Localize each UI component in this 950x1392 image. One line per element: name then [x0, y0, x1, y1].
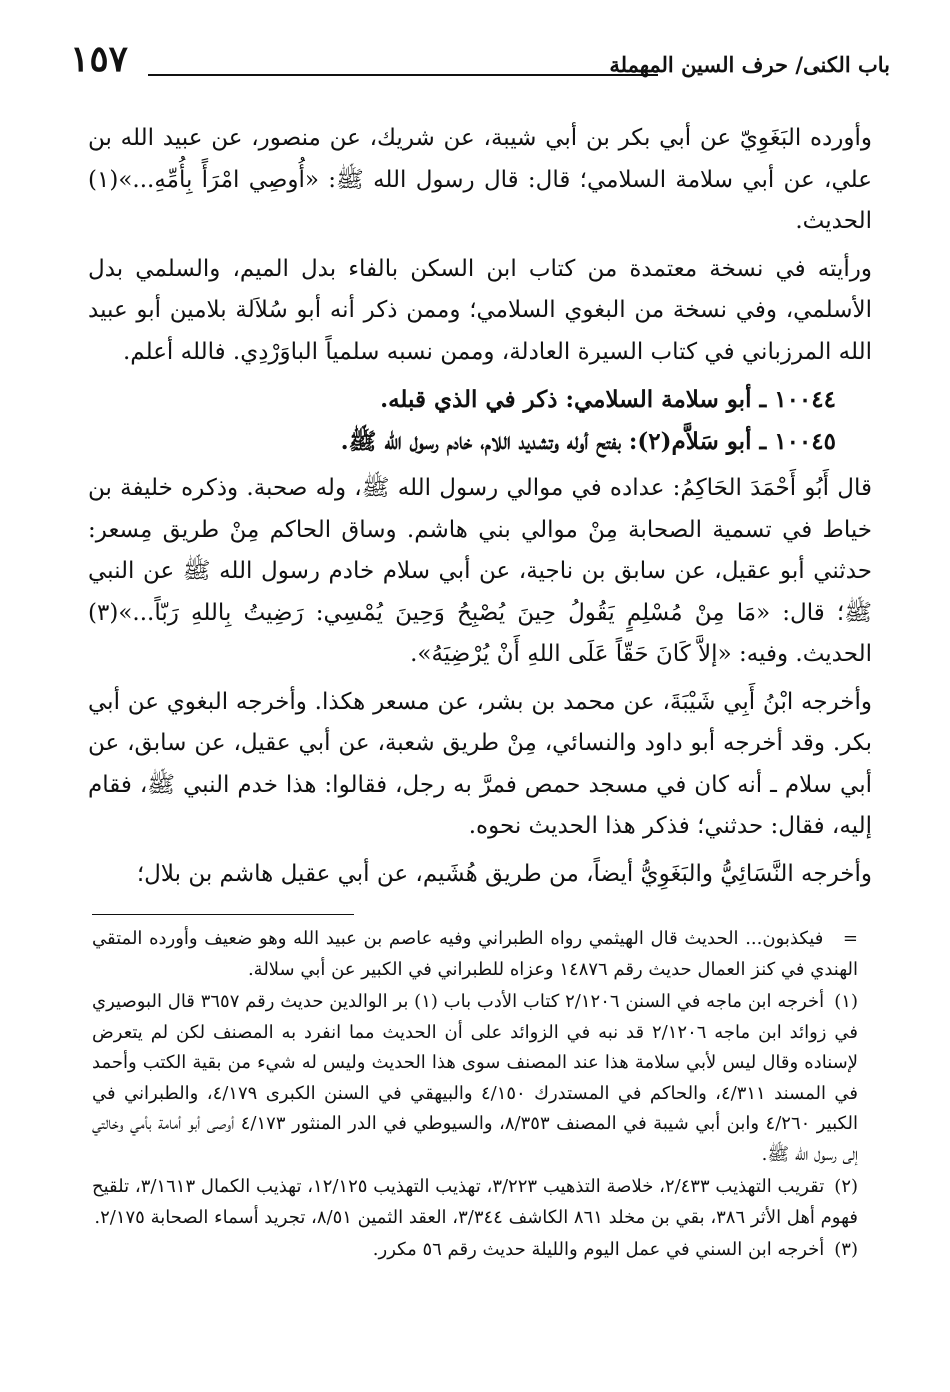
- footnote: [92, 987, 858, 1170]
- footnote-text: أخرجه ابن السني في عمل اليوم والليلة حديث رقم ٥٦ مكرر.: [372, 1239, 825, 1260]
- page-header: [70, 34, 890, 94]
- paragraph: وأورده البَغَوِيّ عن أبي بكر بن أبي شيبة، عن شريك، عن منصور، عن عبيد الله بن علي، عن أبي سلامة السلامي؛ قال: قال رسول الله ﷺ: «أُوصِي امْرَأً بِأُمِّهِ...»(١) الحديث.: [88, 125, 872, 234]
- footnote-mark: (١): [834, 991, 858, 1012]
- paragraph: قال أَبُو أَحْمَدَ الحَاكِمُ: عداده في موالي رسول الله ﷺ، وله صحبة. وذكره خليفة بن خياط في تسمية الصحابة مِنْ موالي بني هاشم. وساق الحاكم مِنْ طريق مِسعر: حدثني أبو عقيل، عن سابق بن ناجية، عن أبي سلام خادم رسول الله ﷺ عن النبي ﷺ؛ قال: «مَا مِنْ مُسْلِمٍ يَقُولُ حِينَ يُصْبِحُ وَحِينَ يُمْسِي: رَضِيتُ بِاللهِ رَبّاً...»(٣) الحديث. وفيه: «إلاَّ كَانَ حَقّاً عَلَى اللهِ أَنْ يُرْضِيَهُ».: [88, 475, 872, 667]
- main-text: [88, 118, 872, 901]
- paragraph: ورأيته في نسخة معتمدة من كتاب ابن السكن بالفاء بدل الميم، والسلمي بدل الأسلمي، وفي نسخة من البغوي السلامي؛ وممن ذكر أنه أبو سُلاَلة بلامين أبو عبيد الله المرزباني في كتاب السيرة العادلة، وممن نسبه سلمياً الباوَرْدِي. فالله أعلم.: [88, 255, 872, 365]
- running-title: باب الكنى/ حرف السين المهملة: [609, 52, 890, 77]
- header-rule: [148, 74, 658, 76]
- footnote-text: أخرجه ابن ماجه في السنن ٢/١٢٠٦ كتاب الأدب باب (١) بر الوالدين حديث رقم ٣٦٥٧ قال البوصيري في زوائد ابن ماجه ٢/١٢٠٦ قد نبه في الزوائد على أن الحديث مما انفرد به المصنف لكن لم يتعرض لإسناده وقال ليس لأبي سلامة هذا عند المصنف سوى هذا الحديث وليس له شيء من بقية الكتب وأحمد في المسند ٤/٣١١، والحاكم في المستدرك ٤/١٥٠ والبيهقي في السنن الكبرى ٤/١٧٩، والطبراني في الكبير ٤/٢٦٠ وابن أبي شيبة في المصنف ٨/٣٥٣، والسيوطي في الدر المنثور ٤/١٧٣ أوصى أبو أمامة بأمي وخالتي إلى رسول الله ﷺ.: [92, 991, 858, 1165]
- footnote: [92, 1235, 858, 1266]
- footnote-separator: [92, 914, 354, 915]
- entry-heading: ١٠٠٤٤ ـ أبو سلامة السلامي: ذكر في الذي قبله.: [380, 386, 836, 413]
- footnote-text: فيكذبون... الحديث قال الهيثمي رواه الطبراني وفيه عاصم بن عبيد الله وهو ضعيف وأورده المتقي الهندي في كنز العمال حديث رقم ١٤٨٧٦ وعزاه للطبراني في الكبير عن أبي سلالة.: [92, 928, 858, 980]
- page-number: ١٥٧: [70, 38, 129, 80]
- footnote: [92, 1172, 858, 1233]
- footnote-text: تقريب التهذيب ٢/٤٣٣، خلاصة التذهيب ٣/٢٢٣، تهذيب التهذيب ١٢/١٢٥، تهذيب الكمال ٣/١٦١٣، تلقيح فهوم أهل الأثر ٣٨٦، بقي بن مخلد ٨٦١ الكاشف ٣/٣٤٤، العقد الثمين ٨/٥١، تجريد أسماء الصحابة ٢/١٧٥.: [92, 1176, 858, 1228]
- footnote-mark: (٢): [834, 1176, 859, 1197]
- footnote: [92, 924, 858, 985]
- footnote-mark: =: [842, 928, 858, 949]
- footnotes: [92, 924, 858, 1268]
- entry-heading: ١٠٠٤٥ ـ أبو سَلاَّم(٢): بفتح أوله وتشديد اللام، خادم رسول الله ﷺ.: [340, 427, 836, 455]
- paragraph: وأخرجه النَّسَائِيُّ والبَغَوِيُّ أيضاً، من طريق هُشَيم، عن أبي عقيل هاشم بن بلال؛: [136, 860, 872, 887]
- paragraph: وأخرجه ابْنُ أَبِي شَيْبَةَ، عن محمد بن بشر، عن مسعر هكذا. وأخرجه البغوي عن أبي بكر. وقد أخرجه أبو داود والنسائي، مِنْ طريق شعبة، عن أبي عقيل، عن سابق، عن أبي سلام ـ أنه كان في مسجد حمص فمرَّ به رجل، فقالوا: هذا خدم النبي ﷺ، فقام إليه، فقال: حدثني؛ فذكر هذا الحديث نحوه.: [88, 688, 872, 839]
- footnote-mark: (٣): [834, 1239, 858, 1260]
